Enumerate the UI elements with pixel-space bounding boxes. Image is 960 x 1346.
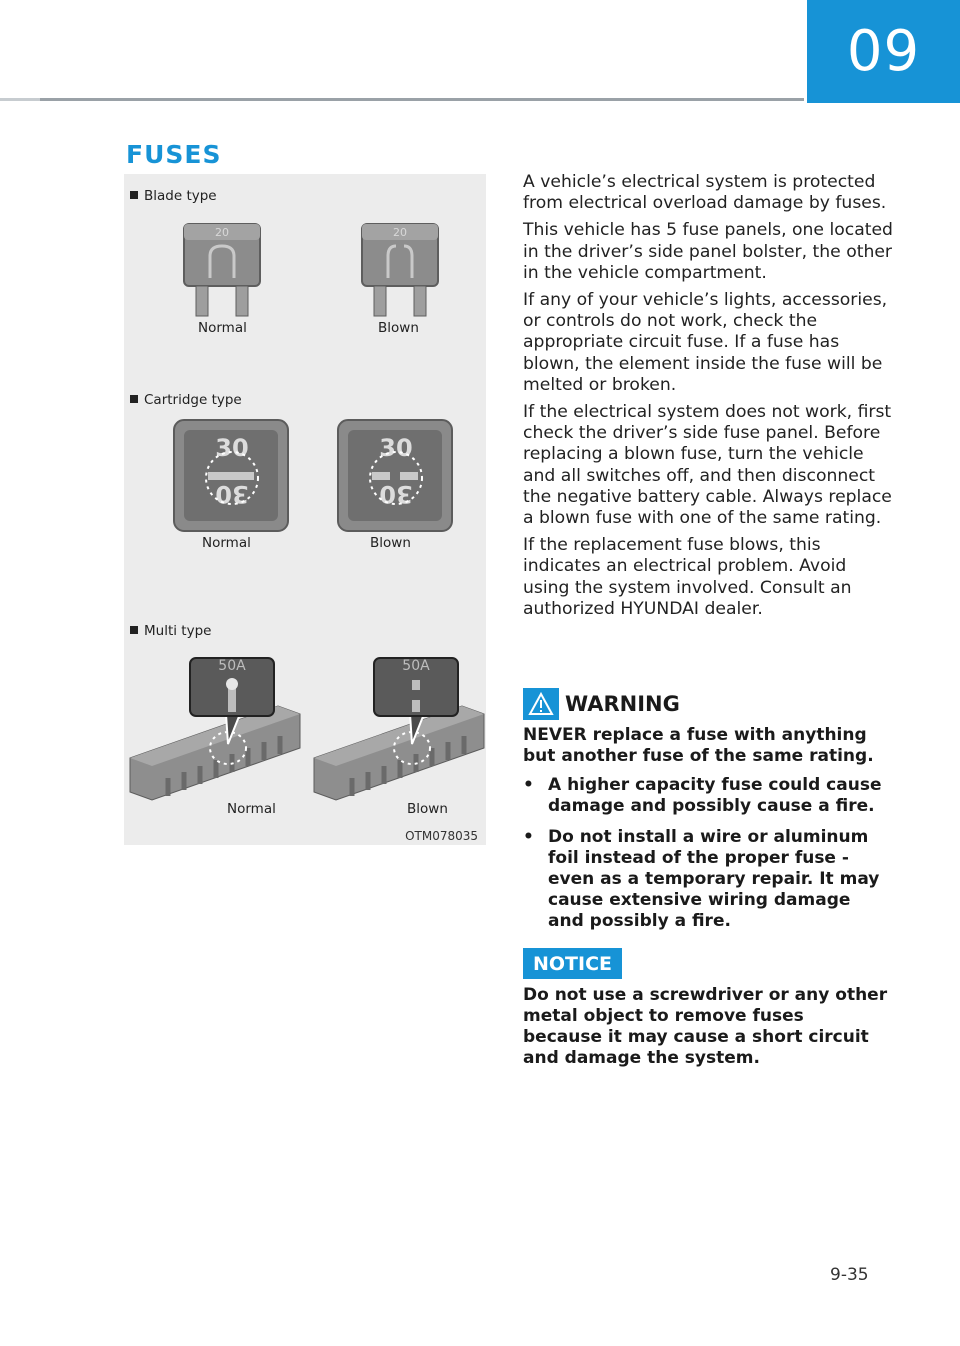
fuse-types-figure xyxy=(124,174,486,845)
warning-bullet: • A higher capacity fuse could cause damage and possibly cause a fire. xyxy=(523,775,882,816)
notice-label: NOTICE xyxy=(523,948,622,979)
blade-rating-text: 20 xyxy=(215,226,229,239)
body-paragraph: If the replacement fuse blows, this indicates an electrical problem. Avoid using the system involved. Consult an authorized HYUNDAI dealer. xyxy=(523,535,852,619)
cartridge-rating-text: 30 xyxy=(215,480,249,508)
multi-blown-caption: Blown xyxy=(407,801,448,817)
warning-header xyxy=(523,688,680,720)
warning-intro: NEVER replace a fuse with anything but another fuse of the same rating. xyxy=(523,725,874,766)
warning-label: WARNING xyxy=(565,692,680,716)
warning-body xyxy=(523,725,888,942)
body-text xyxy=(523,172,893,626)
header-rule-accent xyxy=(0,98,40,101)
notice-text: Do not use a screwdriver or any other metal object to remove fuses because it may cause a short circuit and damage the system. xyxy=(523,985,888,1068)
blade-fuse-blown-image xyxy=(360,222,440,317)
multi-rating-text: 50A xyxy=(402,658,430,674)
multi-fuse-blown-image xyxy=(312,658,488,808)
cartridge-type-label: Cartridge type xyxy=(130,392,242,408)
figure-code: OTM078035 xyxy=(405,829,478,843)
multi-normal-caption: Normal xyxy=(227,801,276,817)
blade-blown-caption: Blown xyxy=(378,320,419,336)
blade-normal-caption: Normal xyxy=(198,320,247,336)
blade-type-label: Blade type xyxy=(130,188,217,204)
page-number: 9-35 xyxy=(830,1265,869,1285)
cartridge-rating-text: 30 xyxy=(379,480,413,508)
body-paragraph: If any of your vehicle’s lights, accessories, or controls do not work, check the appropriate circuit fuse. If a fuse has blown, the element inside the fuse will be melted or broken. xyxy=(523,290,888,395)
section-title: FUSES xyxy=(126,140,222,169)
blade-fuse-normal-image xyxy=(182,222,262,317)
cartridge-blown-caption: Blown xyxy=(370,535,411,551)
body-paragraph: This vehicle has 5 fuse panels, one located in the driver’s side panel bolster, the other in the vehicle compartment. xyxy=(523,220,893,283)
multi-fuse-normal-image xyxy=(128,658,304,808)
multi-type-label: Multi type xyxy=(130,623,211,639)
cartridge-rating-text: 30 xyxy=(215,434,249,462)
cartridge-fuse-normal-image xyxy=(172,418,290,533)
body-paragraph: A vehicle’s electrical system is protected from electrical overload damage by fuses. xyxy=(523,172,887,214)
warning-icon xyxy=(523,688,559,720)
chapter-tab: 09 xyxy=(807,0,960,103)
blade-rating-text: 20 xyxy=(393,226,407,239)
cartridge-fuse-blown-image xyxy=(336,418,454,533)
body-paragraph: If the electrical system does not work, first check the driver’s side fuse panel. Before replacing a blown fuse, turn the vehicle and all switches off, and then disconnect the negative battery cable. Always replace a blown fuse with one of the same rating. xyxy=(523,402,892,529)
warning-bullet: • Do not install a wire or aluminum foil instead of the proper fuse - even as a temporary repair. It may cause extensive wiring damage and possibly a fire. xyxy=(523,827,880,931)
cartridge-rating-text: 30 xyxy=(379,434,413,462)
multi-rating-text: 50A xyxy=(218,658,246,674)
header-rule xyxy=(0,98,804,101)
cartridge-normal-caption: Normal xyxy=(202,535,251,551)
